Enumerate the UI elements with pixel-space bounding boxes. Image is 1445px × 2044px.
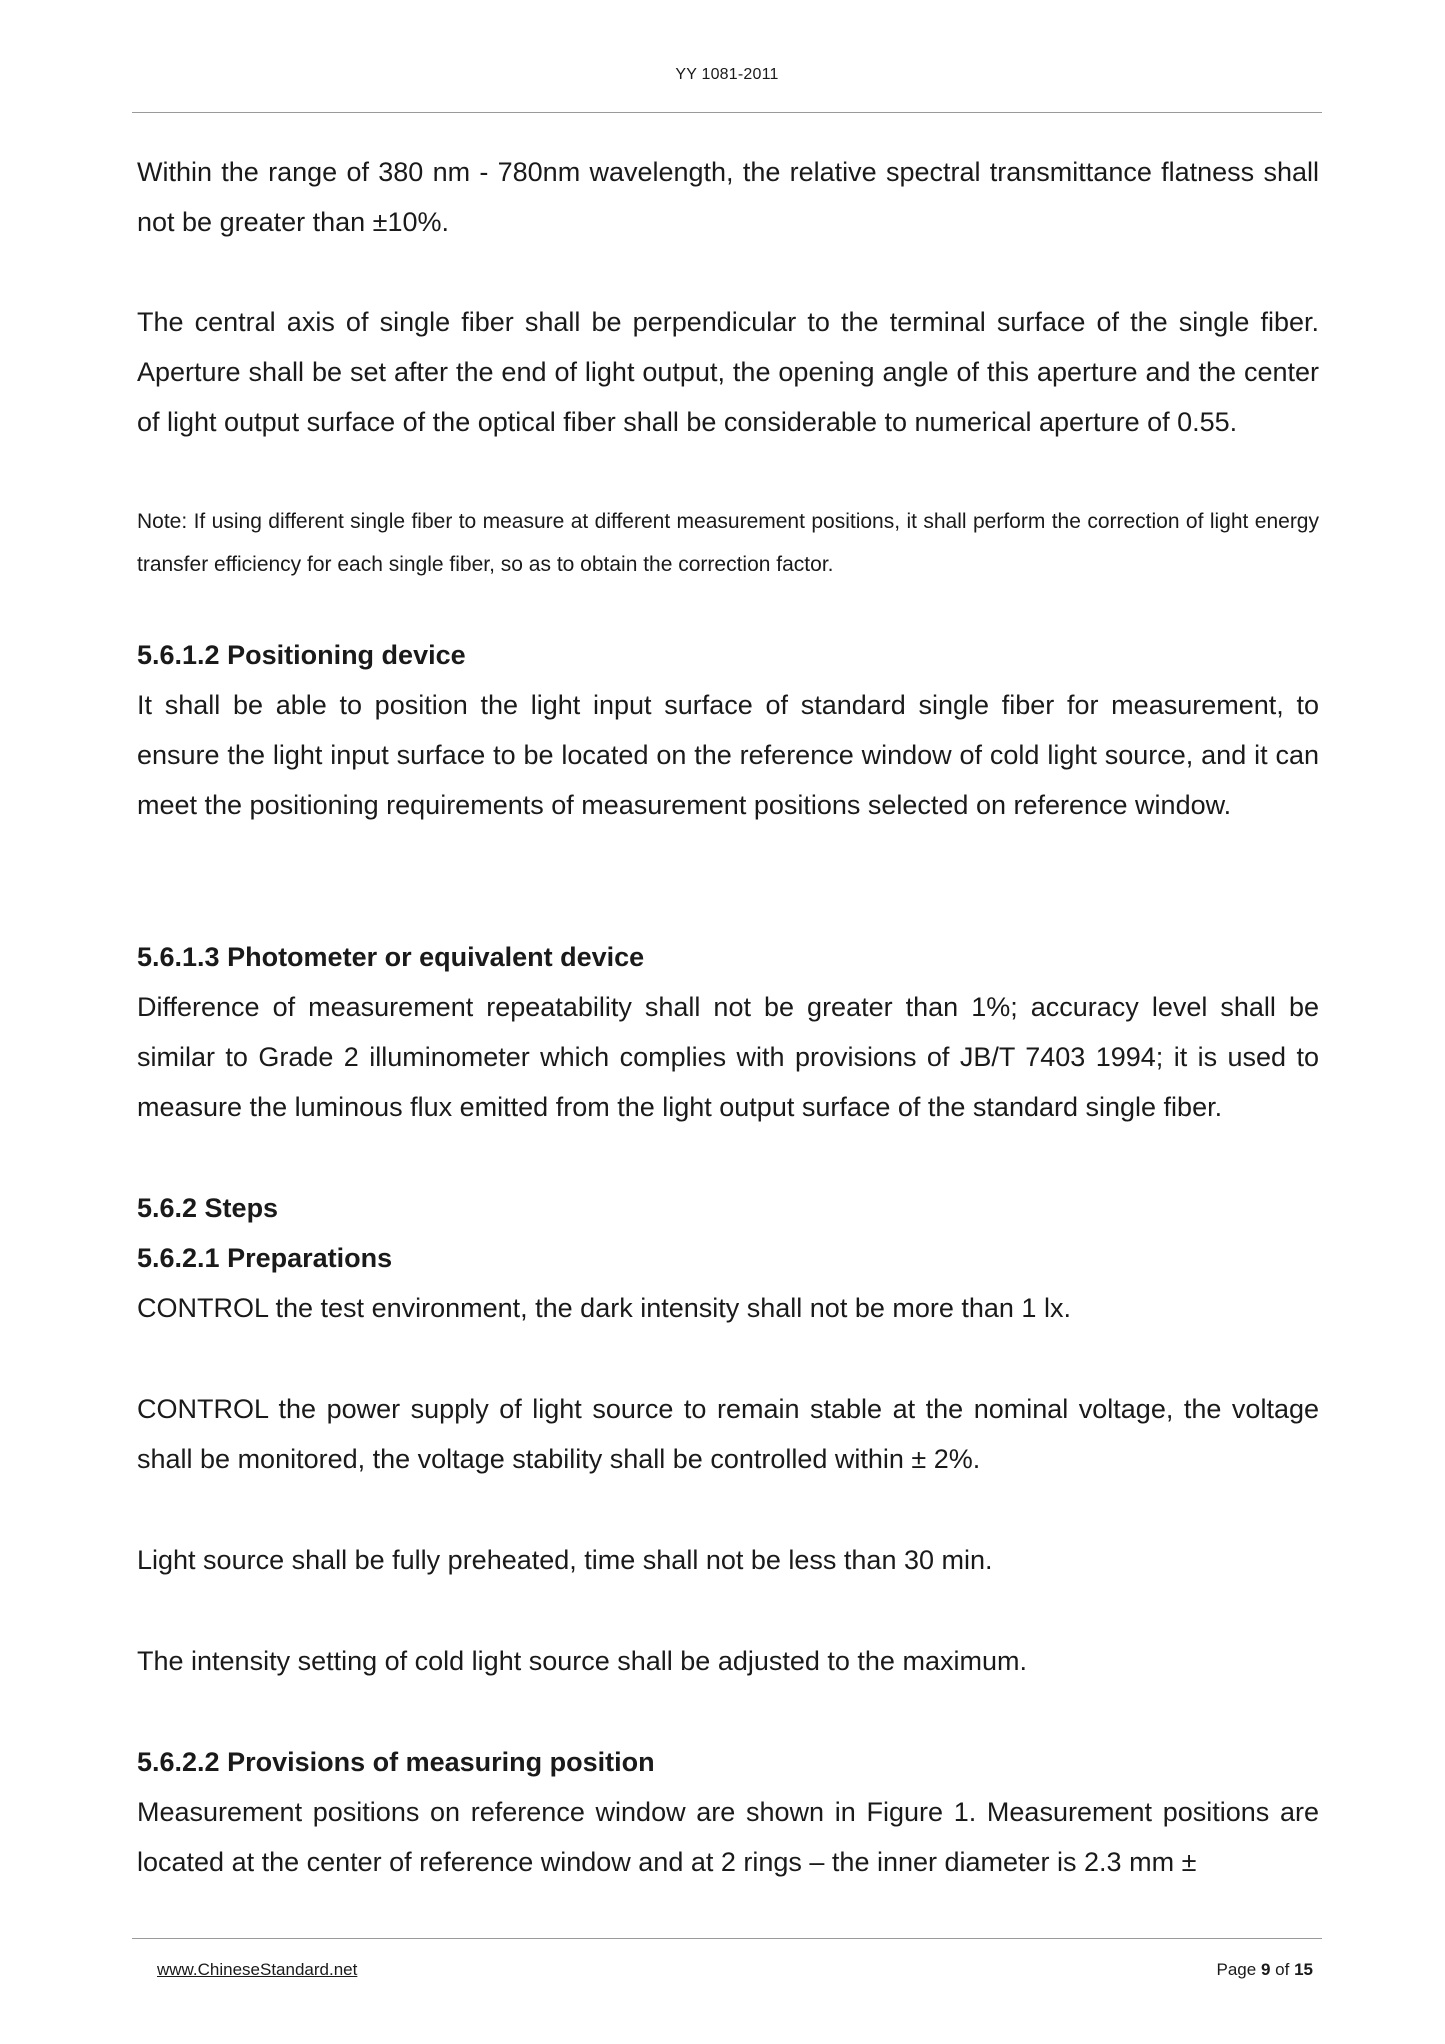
paragraph-power-supply: CONTROL the power supply of light source to remain stable at the nominal voltage, the voltage shall be monitored, the voltage stability shall be controlled within ± 2%.: [137, 1394, 1319, 1474]
page-total: 15: [1294, 1960, 1313, 1979]
footer-divider: [132, 1938, 1322, 1939]
paragraph-positioning-device: It shall be able to position the light input surface of standard single fiber for measurement, to ensure the light input surface to be located on the reference window of cold light source, and it can meet the positioning requirements of measurement positions selected on reference window.: [137, 690, 1319, 820]
paragraph-test-environment: CONTROL the test environment, the dark intensity shall not be more than 1 lx.: [137, 1293, 1071, 1323]
page-indicator: [1217, 1960, 1313, 1980]
paragraph-photometer: Difference of measurement repeatability shall not be greater than 1%; accuracy level shall be similar to Grade 2 illuminometer which complies with provisions of JB/T 7403 1994; it is used to measure the luminous flux emitted from the light output surface of the standard single fiber.: [137, 992, 1319, 1122]
paragraph-central-axis: The central axis of single fiber shall be perpendicular to the terminal surface of the single fiber. Aperture shall be set after the end of light output, the opening angle of this aperture and the center of light output surface of the optical fiber shall be considerable to numerical aperture of 0.55.: [137, 307, 1319, 437]
heading-5-6-1-3: 5.6.1.3 Photometer or equivalent device: [137, 942, 645, 972]
paragraph-preheat: Light source shall be fully preheated, time shall not be less than 30 min.: [137, 1545, 993, 1575]
heading-5-6-2-1: 5.6.2.1 Preparations: [137, 1243, 393, 1273]
paragraph-intensity-setting: The intensity setting of cold light source shall be adjusted to the maximum.: [137, 1646, 1027, 1676]
document-id-header: YY 1081-2011: [675, 66, 779, 83]
header-divider: [132, 112, 1322, 113]
paragraph-transmittance-flatness: Within the range of 380 nm - 780nm wavelength, the relative spectral transmittance flatness shall not be greater than ±10%.: [137, 157, 1319, 237]
paragraph-measuring-positions: Measurement positions on reference window are shown in Figure 1. Measurement positions are located at the center of reference window and at 2 rings – the inner diameter is 2.3 mm ±: [137, 1797, 1319, 1877]
heading-5-6-2: 5.6.2 Steps: [137, 1193, 279, 1223]
page-current: 9: [1260, 1960, 1271, 1979]
heading-5-6-1-2: 5.6.1.2 Positioning device: [137, 640, 466, 670]
website-link[interactable]: www.ChineseStandard.net: [157, 1960, 358, 1979]
page-prefix: Page: [1216, 1960, 1257, 1979]
page-of: of: [1275, 1960, 1290, 1979]
note-correction-factor: Note: If using different single fiber to measure at different measurement positions, it shall perform the correction of light energy transfer efficiency for each single fiber, so as to obtain the correction factor.: [137, 510, 1319, 576]
heading-5-6-2-2: 5.6.2.2 Provisions of measuring position: [137, 1747, 655, 1777]
